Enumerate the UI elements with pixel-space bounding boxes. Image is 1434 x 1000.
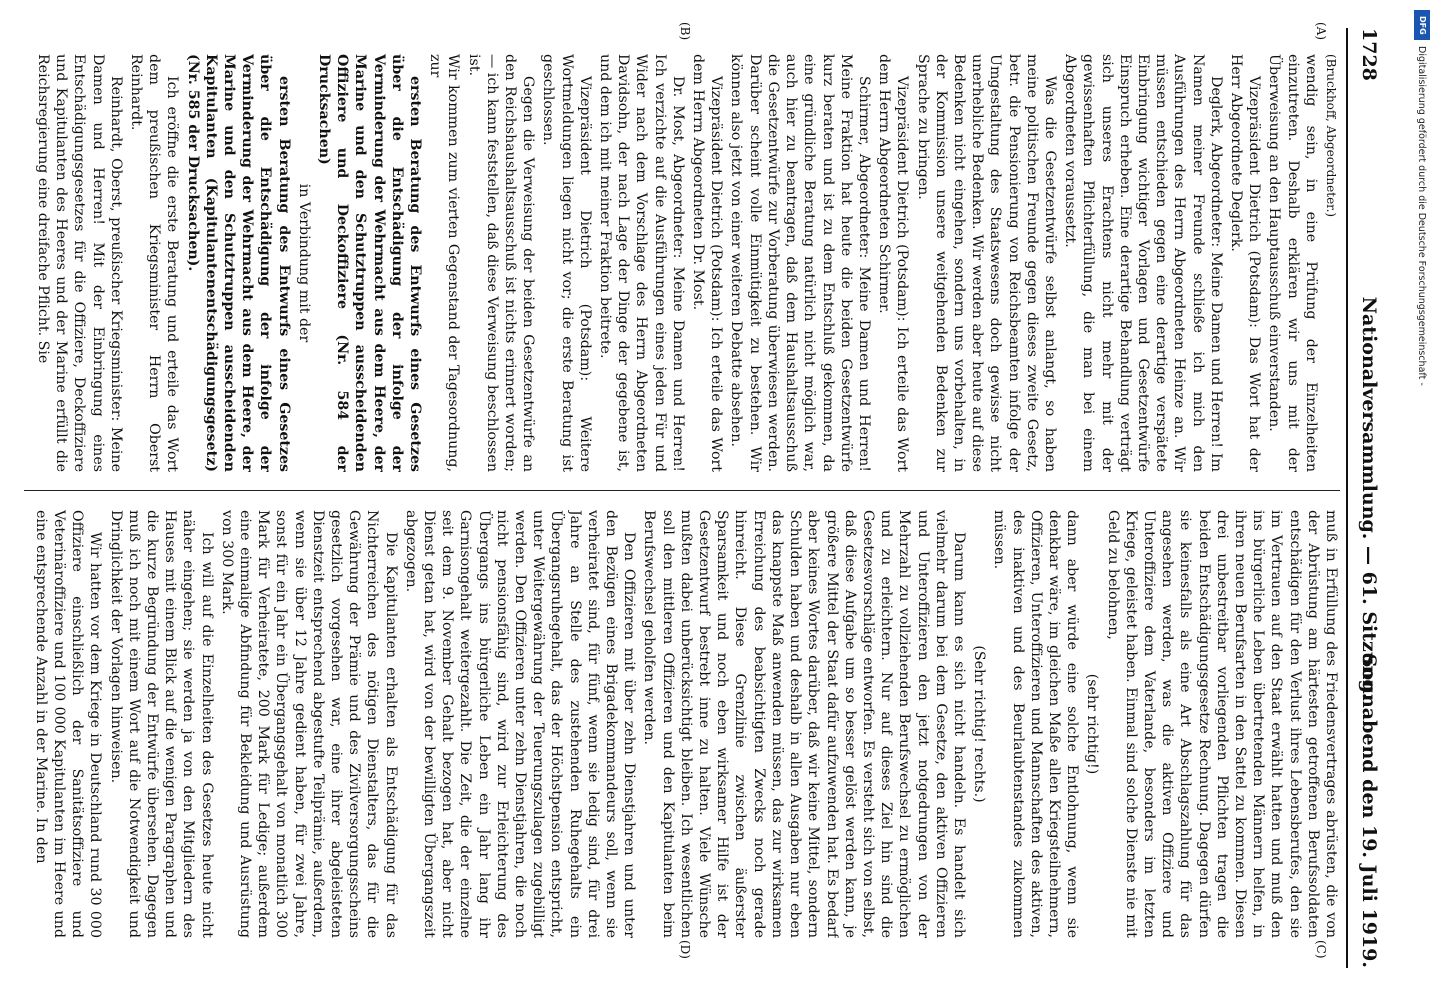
paragraph: Reinhardt, Oberst, preußischer Kriegsminister: Meine Damen und Herren! Mit der Einbringung eines Entschädigungsgesetzes für die Offiziere, Deckoffiziere und Kapitulanten des Heeres und der Marine erfüllt die Reichsregierung eine dreifache Pflicht. Sie: [34, 54, 124, 472]
column-divider: [24, 490, 1340, 491]
margin-mark-c: (C): [1314, 940, 1328, 959]
paragraph: Ich eröffne die erste Beratung und erteile das Wort dem preußischen Kriegsminister Herrn Oberst Reinhardt.: [128, 54, 181, 472]
paragraph: Den Offizieren mit über zehn Dienstjahren und unter den Bezügen eines Brigadekommandeurs soll, wenn sie verheiratet sind, für fünf, wenn sie ledig sind, für drei Jahre an Stelle des zustehenden Ruhegehalts ein Übergangsruhegehalt, das der Höchstpension entspricht, unter Weitergewährung der Teuerungszulagen zugebilligt werden. Den Offizieren unter zehn Dienstjahren, die noch nicht pensionsfähig sind, wird zur Erleichterung des Übergangs ins bürgerliche Leben ein Jahr lang ihr Garnisongehalt weitergezahlt. Die Zeit, die der einzelne seit dem 9. November Gehalt bezogen hat, aber nicht Dienst getan hat, wird von der bewilligten Übergangszeit abgezogen.: [402, 510, 638, 938]
paragraph: Die Kapitulanten erhalten als Entschädigung für das Nichterreichen des nötigen Dienstalters, das für die Gewährung der Prämie und des Zivilversorgungsscheins gesetzlich vorgesehen war, eine ihrer abgeleisteten Dienstzeit entsprechend abgestufte Teilprämie, außerdem, wenn sie über 12 Jahre gedient haben, für zwei Jahre, sonst für ein Jahr ein Übergangsgehalt von monatlich 300 Mark für Verheiratete, 200 Mark für Ledige; außerdem eine einmalige Abfindung für Bekleidung und Ausrüstung von 300 Mark.: [218, 510, 399, 938]
paragraph: dann aber würde eine solche Entlohnung, wenn sie denkbar wäre, im gleichen Maße allen Kriegsteilnehmern, Offizieren, Unteroffizieren und Mannschaften des aktiven, des inaktiven und des Beurlaubtenstandes zukommen müssen.: [991, 510, 1081, 938]
paragraph: Deglerk, Abgeordneter: Meine Damen und Herren! Im Namen meiner Freunde schließe ich mich den Ausführungen des Herrn Abgeordneten Heinze an. Wir müssen entschieden gegen eine derartige verspätete Einbringung wichtiger Vorlagen und Gesetzentwürfe Einspruch erheben. Eine derartige Behandlung verträgt sich unseres Erachtens nicht mehr mit der gewissenhaften Pflichterfüllung, die man bei einem Abgeordneten voraussetzt.: [1062, 54, 1224, 472]
paragraph: Wir kommen zum vierten Gegenstand der Tagesordnung, zur: [427, 54, 462, 472]
header-rule: [1346, 28, 1348, 968]
paragraph: Gegen die Verweisung der beiden Gesetzentwürfe an den Reichshaushaltsausschuß ist nichts erinnert worden; — ich kann feststellen, daß diese Verweisung beschlossen ist.: [465, 54, 537, 472]
paragraph: Darum kann es sich nicht handeln. Es handelt sich vielmehr darum bei dem Gesetze, den aktiven Offizieren und Unteroffizieren den jetzt notgedrungen von der Mehrzahl zu vollziehenden Berufswechsel zu ermöglichen und zu erleichtern. Nur auf dieses Ziel hin sind die Gesetzesvorschläge entworfen. Es versteht sich von selbst, daß diese Aufgabe um so besser gelöst werden kann, je größere Mittel der Staat dafür aufzuwenden hat. Es bedarf aber keines Wortes darüber, daß wir keine Mittel, sondern Schulden haben und deshalb in allen Ausgaben nur eben das knappste Maß anwenden müssen, das zur wirksamen Erreichung des beabsichtigten Zwecks noch gerade hinreicht. Diese Grenzlinie zwischen äußerster Sparsamkeit und noch eben wirksamer Hilfe ist der Gesetzentwurf bestrebt inne zu halten. Viele Wünsche mußten dabei unberücksichtigt bleiben. Ich wesentlichen soll den mittleren Offizieren und den Kapitulanten beim Berufswechsel geholfen werden.: [641, 510, 967, 938]
agenda-item: ersten Beratung des Entwurfs eines Gesetzes über die Entschädigung der infolge der Verminderung der Wehrmacht aus dem Heere, der Marine und den Schutztruppen ausscheidenden Offiziere und Deckoffiziere (Nr. 584 der Drucksachen): [316, 54, 424, 472]
paragraph: Vizepräsident Dietrich (Potsdam): Ich erteile das Wort dem Herrn Abgeordneten Schirmer.: [876, 54, 911, 472]
paragraph: Was die Gesetzentwürfe selbst anlangt, so haben meine politischen Freunde gegen dieses zweite Gesetz, betr. die Pensionierung von Reichsbeamten infolge der Umgestaltung des Staatswesens doch gewisse nicht unerhebliche Bedenken. Wir werden aber heute auf diese Bedenken nicht eingehen, sondern uns vorbehalten, in der Kommission unsere weitgehenden Bedenken zur Sprache zu bringen.: [914, 54, 1058, 472]
session-date: Sonnabend den 19. Juli 1919.: [1358, 653, 1380, 968]
paragraph: muß in Erfüllung des Friedensvertrages abrüsten, die von der Abrüstung am härtesten getroffenen Berufssoldaten entschädigen für den Verlust ihres Lebensberufes, den sie im Vertrauen auf den Staat erwählt hatten und muß den ins bürgerliche Leben übertretenden Männern helfen, in ihren neuen Berufsarten in den Sattel zu kommen. Diesen drei unbestreitbar vorliegenden Pflichten tragen die beiden Entschädigungsgesetze Rechnung. Dagegen dürfen sie keinesfalls als eine Art Abschlagszahlung für das angesehen werden, was die aktiven Offiziere und Unteroffiziere dem Vaterlande, besonders im letzten Kriege, geleistet haben. Einmal sind solche Dienste nie mit Geld zu belohnen,: [1104, 510, 1339, 938]
page-number: 1728: [1358, 28, 1380, 81]
paragraph: Vizepräsident Dietrich (Potsdam): Ich erteile das Wort dem Herrn Abgeordneten Dr. Most.: [690, 54, 725, 472]
interjection: (Sehr richtig! rechts.): [971, 645, 988, 803]
margin-mark-d: (D): [678, 940, 692, 959]
paragraph: Schirmer, Abgeordneter: Meine Damen und Herren! Meine Fraktion hat heute die beiden Gesetzentwürfe kurz beraten und ist zu dem Entschluß gekommen, da eine gründliche Beratung natürlich nicht möglich war, auch hier zu beantragen, daß dem Haushaltsausschuß die Gesetzentwürfe zur Vorberatung überwiesen werden. Darüber scheint volle Einmütigkeit zu bestehen. Wir können also jetzt von einer weiteren Debatte absehen.: [728, 54, 872, 472]
agenda-item: ersten Beratung des Entwurfs eines Gesetzes über die Entschädigung der infolge der Verminderung der Wehrmacht aus dem Heere, der Marine und den Schutztruppen ausscheidenden Kapitulanten (Kapitulantenentschädigungsgesetz) (Nr. 585 der Drucksachen).: [184, 54, 292, 472]
interjection: (sehr richtig!): [1084, 673, 1101, 775]
margin-mark-b: (B): [678, 22, 692, 41]
session-title: Nationalversammlung. — 61. Sitzung.: [1358, 296, 1380, 700]
document-page: [12, 18, 1392, 978]
margin-mark-a: (A): [1314, 22, 1328, 41]
paragraph: wendig sein, in eine Prüfung der Einzelheiten einzutreten. Deshalb erklären wir uns mit der Überweisung an den Hauptausschuß einverstanden.: [1266, 54, 1319, 472]
left-column: [22, 54, 1340, 472]
dfg-logo: DFG: [1414, 10, 1430, 40]
dfg-credit-text: Digitalisierung gefördert durch die Deutsche Forschungsgemeinschaft -: [1416, 46, 1427, 386]
paragraph: Vizepräsident Dietrich (Potsdam): Das Wort hat der Herr Abgeordnete Deglerk.: [1227, 54, 1263, 472]
paragraph: Ich will auf die Einzelheiten des Gesetzes heute nicht näher eingehen; sie werden ja von den Mitgliedern des Hauses mit einem Blick auf die wenigen Paragraphen und die kurze Begründung der Entwürfe übersehen. Dagegen muß ich noch mit einem Wort auf die Notwendigkeit und Dringlichkeit der Vorlagen hinweisen.: [107, 510, 215, 938]
speaker-continuation: (Bruckhoff, Abgeordneter.): [1324, 54, 1338, 218]
paragraph: Dr. Most, Abgeordneter: Meine Damen und Herren! Ich verzichte auf die Ausführungen eines jeden Für und Wider nach dem Vorschlage des Herrn Abgeordneten Davidsohn, der nach Lage der Dinge der gegebene ist, und dem ich mit meiner Fraktion beitrete.: [597, 54, 686, 472]
right-column: [22, 510, 1340, 938]
page-header: [1354, 28, 1380, 968]
paragraph: in Verbindung mit der: [295, 183, 312, 343]
dfg-watermark: [1414, 6, 1432, 996]
paragraph: Wir hatten vor dem Kriege in Deutschland rund 30 000 Offiziere einschließlich der Sanitätsoffiziere und Veterinäroffiziere und 100 000 Kapitulanten im Heere und eine entsprechende Anzahl in der Marine. In den: [32, 510, 104, 938]
paragraph: Vizepräsident Dietrich (Potsdam): Weitere Wortmeldungen liegen nicht vor; die erste Beratung ist geschlossen.: [540, 54, 593, 472]
